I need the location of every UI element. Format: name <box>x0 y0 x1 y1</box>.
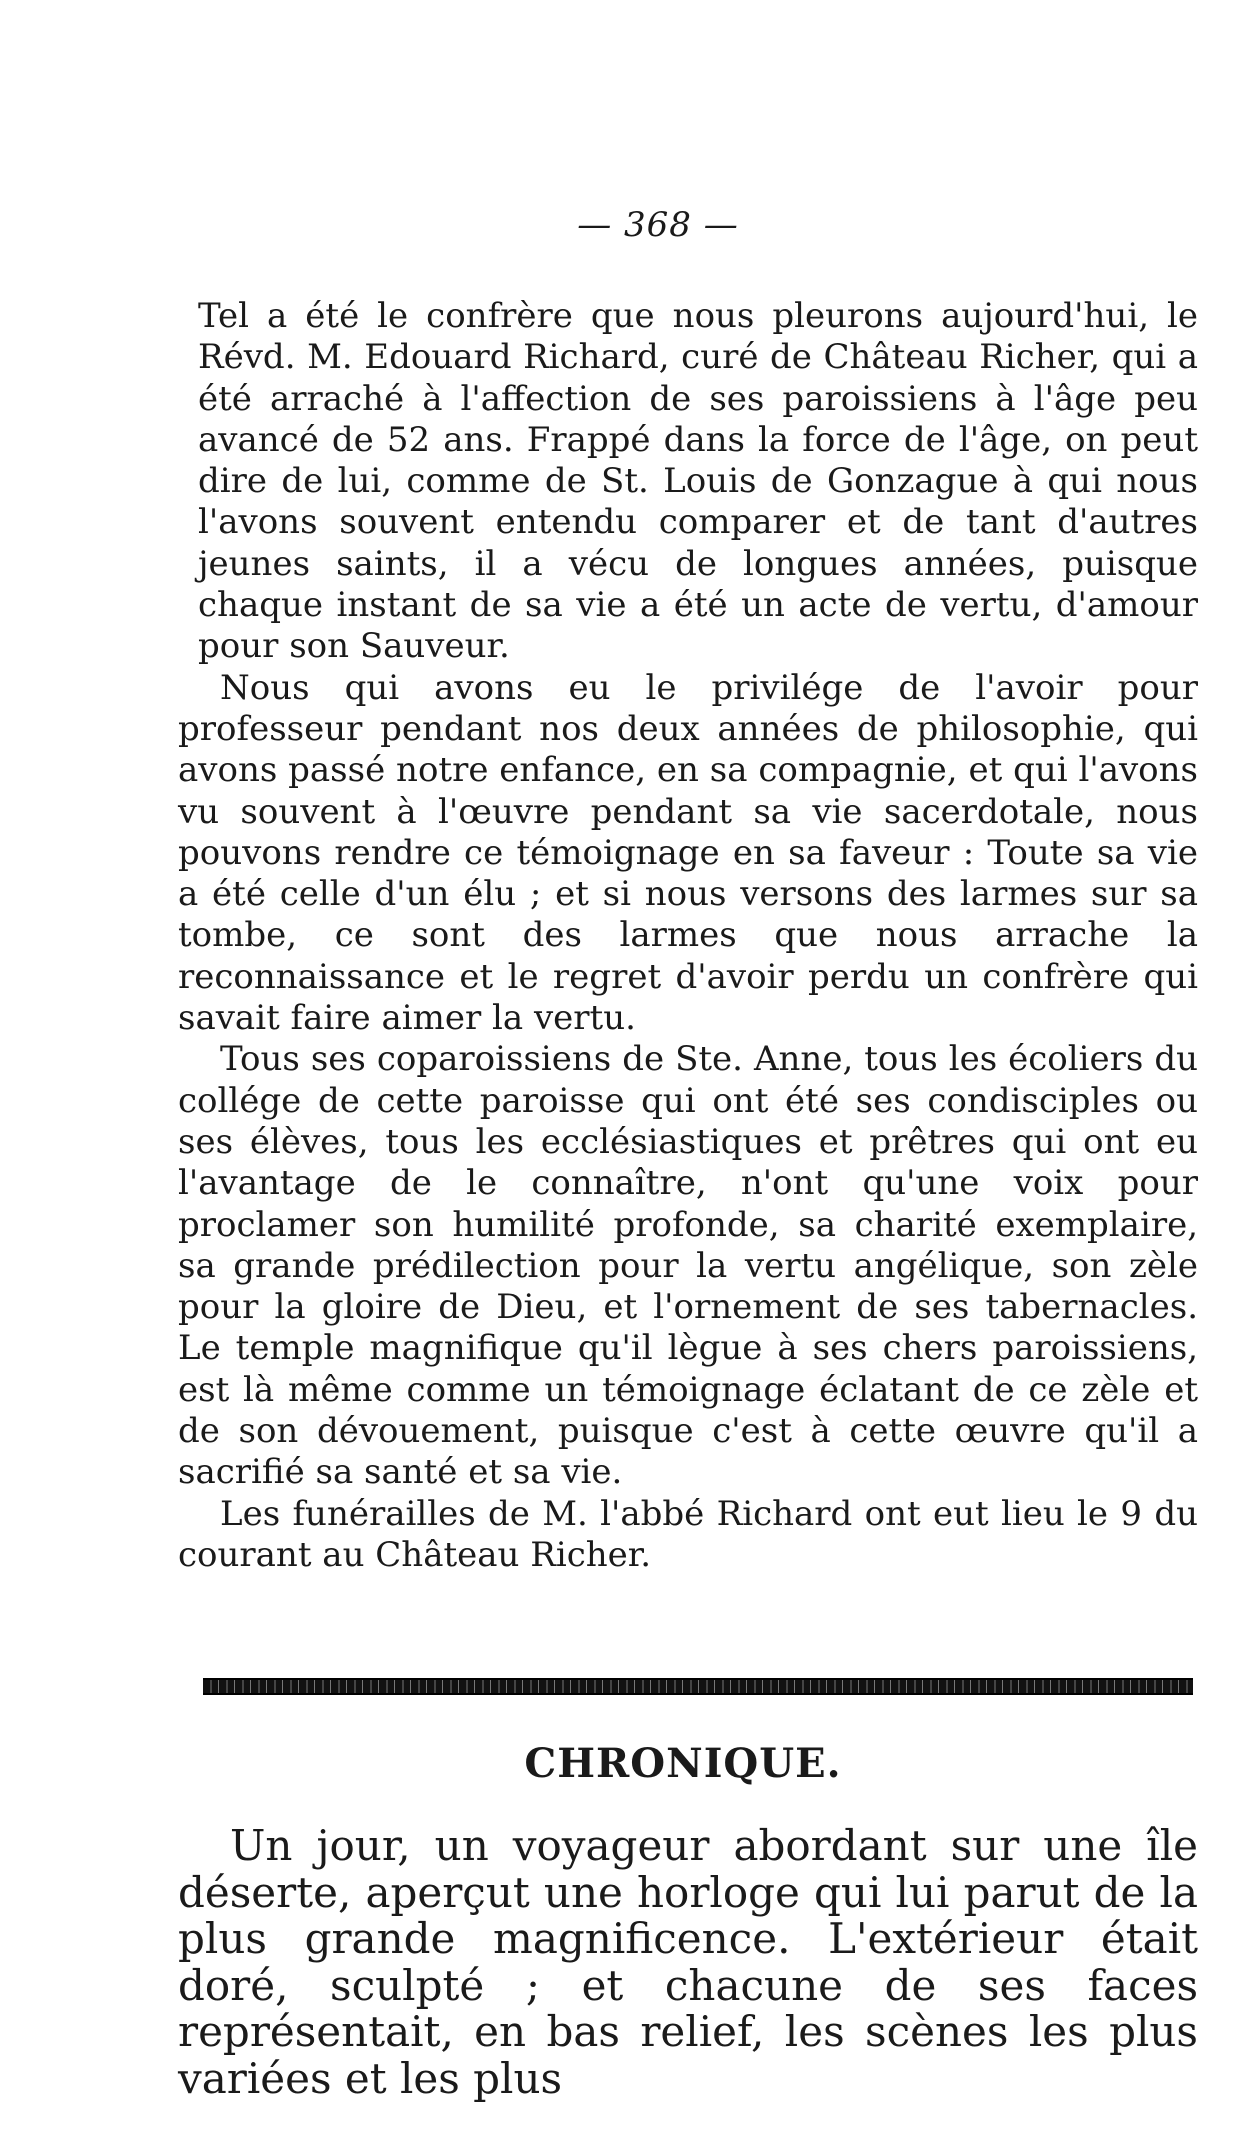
paragraph: Les funérailles de M. l'abbé Richard ont eut lieu le 9 du courant au Château Richer. <box>178 1493 1198 1575</box>
obituary-text <box>178 296 1198 1576</box>
paragraph: Un jour, un voyageur abordant sur une île déserte, aperçut une horloge qui lui parut de la plus grande magnificence. L'extérieur était doré, sculpté ; et chacune de ses faces représentait, en bas relief, les scènes les plus variées et les plus <box>178 1821 1198 2103</box>
page-number: — 368 — <box>577 205 739 245</box>
paragraph: Nous qui avons eu le privilége de l'avoir pour professeur pendant nos deux années de philosophie, qui avons passé notre enfance, en sa compagnie, et qui l'avons vu souvent à l'œuvre pendant sa vie sacerdotale, nous pouvons rendre ce témoignage en sa faveur : Toute sa vie a été celle d'un élu ; et si nous versons des larmes sur sa tombe, ce sont des larmes que nous arrache la reconnaissance et le regret d'avoir perdu un confrère qui savait faire aimer la vertu. <box>178 667 1198 1039</box>
paragraph: Tel a été le confrère que nous pleurons aujourd'hui, le Révd. M. Edouard Richard, curé de Château Richer, qui a été arraché à l'affection de ses paroissiens à l'âge peu avancé de 52 ans. Frappé dans la force de l'âge, on peut dire de lui, comme de St. Louis de Gonzague à qui nous l'avons souvent entendu comparer et de tant d'autres jeunes saints, il a vécu de longues années, puisque chaque instant de sa vie a été un acte de vertu, d'amour pour son Sauveur. <box>198 296 1198 667</box>
document-page <box>178 0 1210 2141</box>
paragraph: Tous ses coparoissiens de Ste. Anne, tous les écoliers du collége de cette paroisse qui ont été ses condisciples ou ses élèves, tous les ecclésiastiques et prêtres qui ont eu l'avantage de le connaître, n'ont qu'une voix pour proclamer son humilité profonde, sa charité exemplaire, sa grande prédilection pour la vertu angélique, son zèle pour la gloire de Dieu, et l'ornement de ses tabernacles. Le temple magnifique qu'il lègue à ses chers paroissiens, est là même comme un témoignage éclatant de ce zèle et de son dévouement, puisque c'est à cette œuvre qu'il a sacrifié sa santé et sa vie. <box>178 1039 1198 1493</box>
decorative-rule <box>203 1678 1193 1695</box>
chronique-text <box>178 1823 1198 2102</box>
section-title: CHRONIQUE. <box>524 1740 842 1787</box>
